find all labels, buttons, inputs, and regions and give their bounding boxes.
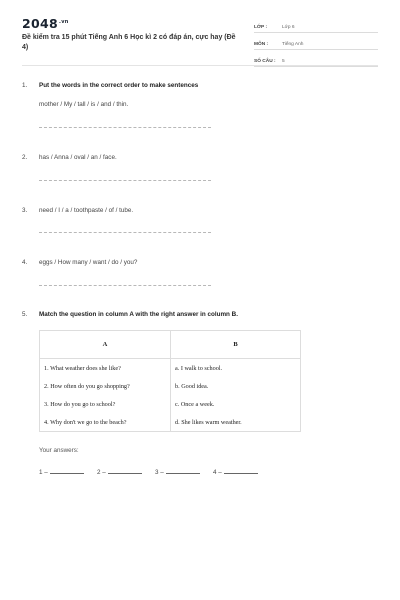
- document-title: Đề kiểm tra 15 phút Tiếng Anh 6 Học kì 2 có đáp án, cực hay (Đề 4): [22, 34, 236, 51]
- question-cell: 4. Why don't we go to the beach?: [40, 413, 171, 432]
- question-number: 3.: [22, 207, 28, 214]
- question-number: 2.: [22, 154, 28, 161]
- question-number: 4.: [22, 259, 28, 266]
- answer-index: 3 –: [155, 469, 164, 476]
- header-divider: [22, 65, 378, 66]
- blank-line[interactable]: [108, 467, 142, 474]
- question-text: Match the question in column A with the right answer in column B.: [39, 311, 238, 318]
- blank-line[interactable]: [166, 467, 200, 474]
- column-header-a: A: [40, 331, 171, 359]
- meta-value: 5: [282, 59, 285, 64]
- meta-label: SỐ CÂU :: [254, 59, 276, 64]
- logo-text: 2048: [22, 16, 58, 31]
- meta-label: MÔN :: [254, 42, 269, 47]
- question-text: has / Anna / oval / an / face.: [39, 154, 117, 161]
- table-header-row: [40, 331, 301, 359]
- blank-line[interactable]: [50, 467, 84, 474]
- column-header-b: B: [171, 331, 301, 359]
- meta-info-panel: [254, 16, 378, 67]
- meta-value: Tiếng Anh: [282, 42, 304, 47]
- question-cell: 1. What weather does she like?: [40, 359, 171, 378]
- blank-line[interactable]: [224, 467, 258, 474]
- question-text: eggs / How many / want / do / you?: [39, 259, 138, 266]
- answer-cell: d. She likes warm weather.: [171, 413, 301, 432]
- answer-blank-2[interactable]: [97, 467, 142, 476]
- answers-label: Your answers:: [39, 447, 79, 454]
- answer-index: 1 –: [39, 469, 48, 476]
- question-number: 5.: [22, 311, 28, 318]
- answer-blank-4[interactable]: [213, 467, 258, 476]
- question-number: 1.: [22, 82, 28, 89]
- answer-blank-1[interactable]: [39, 467, 84, 476]
- answer-line[interactable]: [39, 180, 211, 181]
- answer-line[interactable]: [39, 285, 211, 286]
- table-row: [40, 359, 301, 378]
- answer-cell: b. Good idea.: [171, 377, 301, 395]
- answer-index: 2 –: [97, 469, 106, 476]
- question-prompt: mother / My / tall / is / and / thin.: [39, 101, 129, 108]
- match-table: [39, 330, 301, 432]
- answer-index: 4 –: [213, 469, 222, 476]
- site-logo[interactable]: [22, 16, 69, 31]
- meta-row-subject: [254, 33, 378, 50]
- table-row: [40, 395, 301, 413]
- meta-row-class: [254, 16, 378, 33]
- answer-cell: a. I walk to school.: [171, 359, 301, 378]
- question-cell: 3. How do you go to school?: [40, 395, 171, 413]
- answer-line[interactable]: [39, 232, 211, 233]
- logo-suffix: .vn: [59, 18, 69, 25]
- meta-label: LỚP :: [254, 25, 268, 30]
- answer-cell: c. Once a week.: [171, 395, 301, 413]
- meta-value: Lớp 6: [282, 25, 295, 30]
- question-text: need / I / a / toothpaste / of / tube.: [39, 207, 134, 214]
- table-row: [40, 413, 301, 432]
- question-cell: 2. How often do you go shopping?: [40, 377, 171, 395]
- question-text: Put the words in the correct order to make sentences: [39, 82, 199, 89]
- table-row: [40, 377, 301, 395]
- answer-blank-3[interactable]: [155, 467, 200, 476]
- answer-line[interactable]: [39, 127, 211, 128]
